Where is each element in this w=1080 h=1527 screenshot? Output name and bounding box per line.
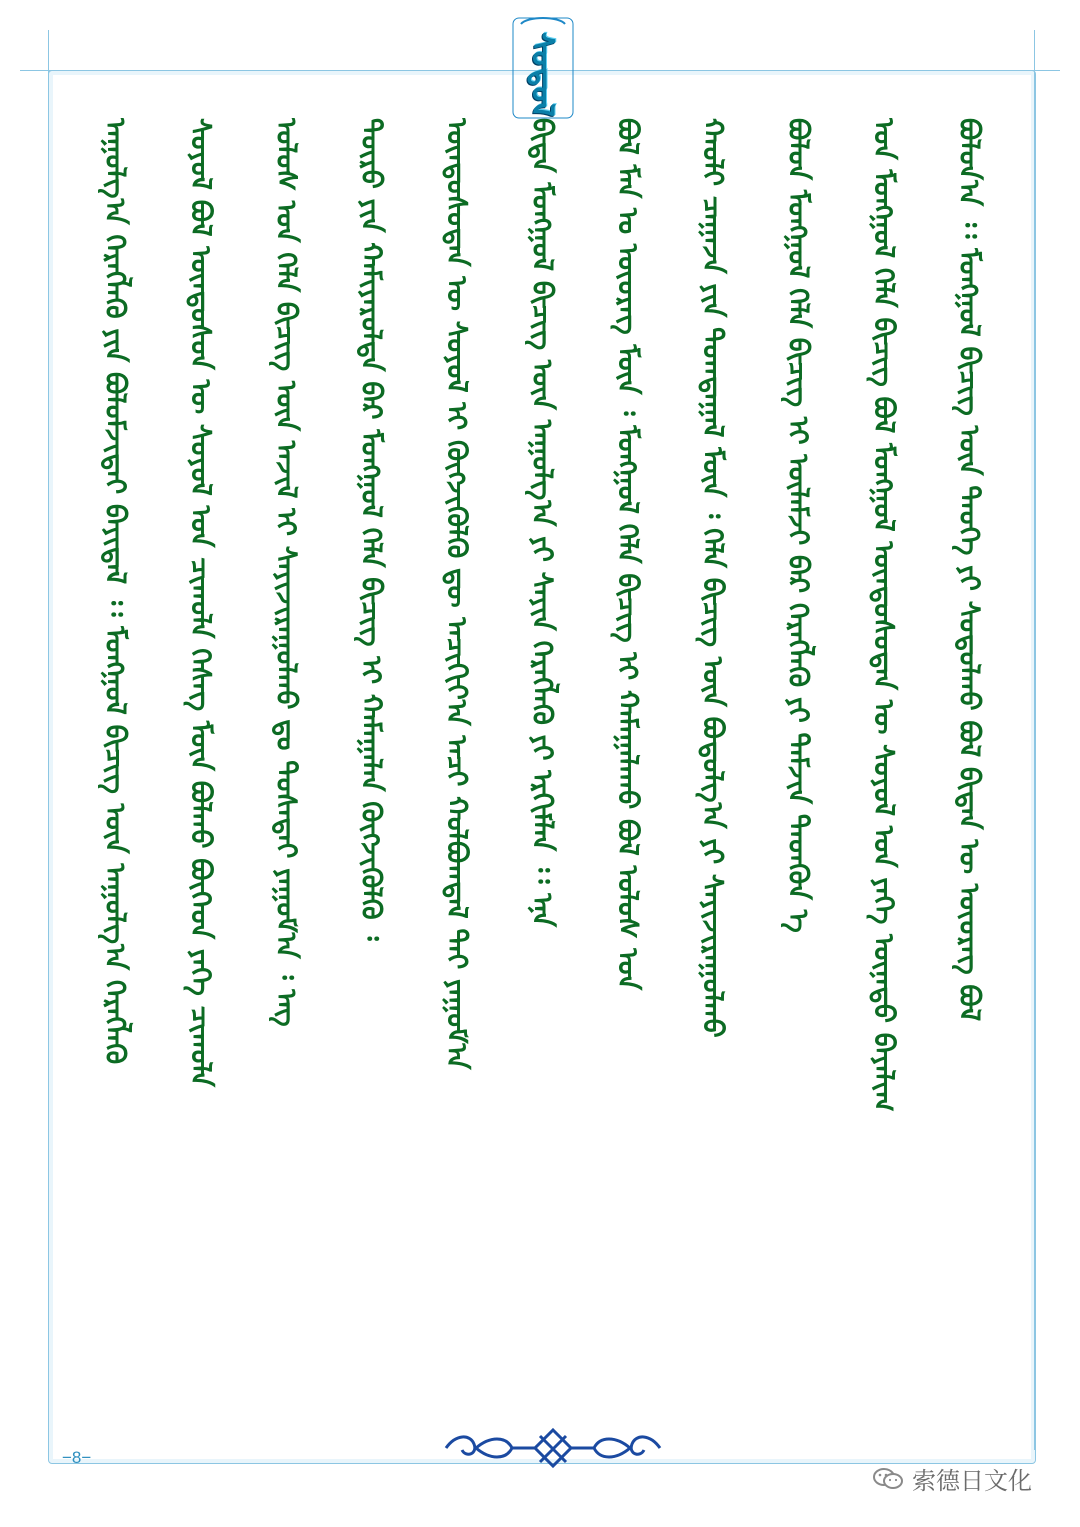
frame-top-line-left	[20, 70, 500, 71]
page-number: −8−	[62, 1448, 92, 1467]
text-column: ᠤᠯᠤᠰ ᠤᠨ ᠬᠡᠯᠡ ᠪᠢᠴᠢᠭ ᠦᠨ ᠠᠵᠢᠯ ᠢ ᠰᠠᠶᠢᠵᠢᠷᠠᠭᠤᠯᠬᠤ ᠳᠤ ᠲᠤᠰᠠᠲᠠᠢ ᠶᠠᠭᠤᠮ᠎ᠠ ᠄ ᠡᠩ	[269, 118, 303, 1027]
frame-right-line	[1034, 30, 1035, 1450]
text-column: ᠪᠢᠳᠡ ᠮᠣᠩᠭᠣᠯ ᠪᠢᠴᠢᠭ ᠦᠨ ᠠᠭᠤᠯᠭ᠎ᠠ ᠶᠢ ᠰᠠᠶᠢᠨ ᠬᠡᠷᠡᠭᠯᠡᠬᠦ ᠶᠢ ᠡᠷᠬᠢᠮᠯᠡᠨ ᠄᠄ ᠡᠨᠡ	[525, 118, 559, 928]
text-column: ᠦᠨᠳᠦᠰᠦᠲᠡᠨ ᠦ ᠰᠣᠶᠣᠯ ᠢ ᠬᠥᠭᠵᠢᠭᠦᠯᠬᠦ ᠳᠦ ᠠᠴᠢᠬᠢᠶ᠎ᠠ ᠠᠴᠢ ᠬᠣᠯᠪᠣᠭᠳᠠᠯ ᠲᠠᠢ ᠶᠠᠭᠤᠮ᠎ᠠ	[440, 118, 474, 1070]
text-column: ᠪᠣᠯᠤᠨ ᠮᠣᠩᠭᠣᠯ ᠬᠡᠯᠡ ᠪᠢᠴᠢᠭ ᠢ ᠦᠯᠡᠮᠵᠢ ᠪᠡᠷ ᠬᠡᠷᠡᠭᠯᠡᠬᠦ ᠶᠢ ᠳᠡᠮᠵᠢᠨ ᠲᠡᠳᠭᠦᠨ ᠡ	[782, 118, 816, 933]
text-column: ᠪᠣᠯ ᠮᠠᠨ ᠤ ᠦᠦᠷᠡᠭ ᠮᠥᠨ ᠄ ᠮᠣᠩᠭᠣᠯ ᠬᠡᠯᠡ ᠪᠢᠴᠢᠭ ᠢ ᠬᠠᠮᠠᠭᠠᠯᠠᠬᠤ ᠪᠣᠯ ᠤᠯᠤᠰ ᠤᠨ	[611, 118, 645, 991]
text-column: ᠪᠣᠯᠤᠨ᠎ᠠ ᠄᠄ ᠮᠣᠩᠭᠣᠯ ᠪᠢᠴᠢᠭ ᠦᠨ ᠲᠡᠦᠬᠡ ᠶᠢ ᠰᠤᠳᠤᠯᠬᠤ ᠪᠣᠯ ᠪᠢᠳᠡᠨ ᠦ ᠦᠦᠷᠡᠭ ᠪᠣᠯ	[952, 118, 986, 1022]
frame-top-line-right	[586, 70, 1060, 71]
vertical-text-body	[92, 118, 992, 1448]
text-column: ᠰᠣᠶᠣᠯ ᠪᠣᠯ ᠦᠨᠳᠦᠰᠦᠨ ᠦ ᠰᠣᠶᠣᠯ ᠤᠨ ᠴᠢᠬᠤᠯᠠ ᠬᠡᠰᠡᠭ ᠮᠥᠨ ᠪᠣᠯᠬᠤ ᠪᠥᠭᠡᠳ ᠶᠡᠬᠡ ᠴᠢᠬᠤᠯᠠ	[184, 118, 218, 1087]
wechat-icon	[872, 1466, 904, 1492]
bottom-ornament	[440, 1426, 666, 1470]
watermark-text: 索德日文化	[912, 1467, 1032, 1495]
text-column: ᠤᠨ ᠮᠣᠩᠭᠣᠯ ᠬᠡᠯᠡ ᠪᠢᠴᠢᠭ ᠪᠣᠯ ᠮᠣᠩᠭᠣᠯ ᠦᠨᠳᠦᠰᠦᠲᠡᠨ ᠦ ᠰᠣᠶᠣᠯ ᠤᠨ ᠶᠡᠬᠡ ᠦᠨᠡᠲᠦ ᠪᠠᠶᠠᠯᠢᠭ	[867, 118, 901, 1112]
text-column: ᠲᠦᠷᠦ ᠶᠢᠨ ᠬᠠᠮᠢᠶᠠᠷᠤᠯᠲᠠ ᠪᠡᠷ ᠮᠣᠩᠭᠣᠯ ᠬᠡᠯᠡ ᠪᠢᠴᠢᠭ ᠢ ᠬᠠᠮᠠᠭᠠᠯᠠᠨ ᠬᠥᠭᠵᠢᠭᠦᠯᠬᠦ ᠄	[355, 118, 389, 941]
section-title: ᠰᠤᠳᠤᠯ	[524, 31, 560, 117]
text-column: ᠠᠭᠤᠯᠭ᠎ᠠ ᠬᠡᠷᠡᠭᠯᠡᠬᠦ ᠶᠢᠨ ᠪᠣᠯᠤᠮᠵᠢᠲᠠᠢ ᠪᠠᠶᠢᠳᠠᠯ ᠄᠄ ᠮᠣᠩᠭᠣᠯ ᠪᠢᠴᠢᠭ ᠦᠨ ᠠᠭᠤᠯᠭ᠎ᠠ ᠬᠡᠷᠡᠭᠯᠡᠬᠦ	[99, 118, 132, 1065]
text-column: ᠬᠠᠤᠯᠢ ᠴᠠᠭᠠᠵᠠ ᠶᠢᠨ ᠲᠣᠭᠲᠠᠭᠠᠯ ᠮᠥᠨ ᠄ ᠬᠡᠯᠡ ᠪᠢᠴᠢᠭ ᠦᠨ ᠪᠣᠳᠤᠯᠭ᠎ᠠ ᠶᠢ ᠰᠠᠶᠢᠵᠢᠷᠠᠭᠤᠯᠬᠤ	[696, 118, 730, 1038]
watermark	[872, 1461, 1032, 1496]
frame-left-line	[48, 30, 49, 1450]
